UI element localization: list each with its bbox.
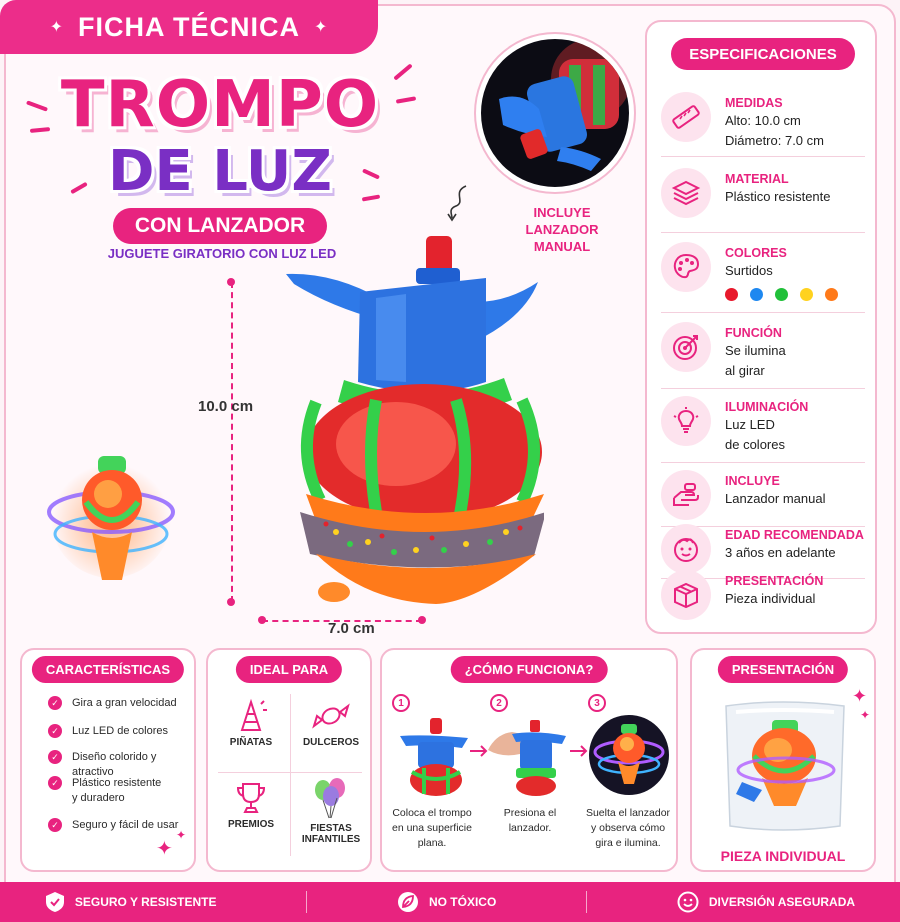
spec-value: Plástico resistente — [725, 189, 831, 204]
sparkle-icon: ✦ — [852, 686, 868, 706]
feature-item — [48, 724, 168, 739]
specifications-heading: ESPECIFICACIONES — [671, 38, 855, 70]
spec-title: PRESENTACIÓN — [725, 574, 824, 588]
check-icon: ✓ — [48, 724, 62, 738]
color-swatch-yellow — [800, 288, 813, 301]
color-swatches — [725, 288, 838, 301]
color-swatch-orange — [825, 288, 838, 301]
features-card — [20, 648, 196, 872]
divider — [290, 694, 291, 856]
feature-text: Diseño colorido y atractivo — [72, 751, 157, 778]
spec-value: Lanzador manual — [725, 491, 826, 506]
divider — [661, 388, 865, 389]
launcher-zoom-image — [476, 34, 634, 192]
spec-value: Pieza individual — [725, 591, 816, 606]
spec-title: ILUMINACIÓN — [725, 400, 809, 414]
step-number: 3 — [588, 694, 606, 712]
ideal-label: PREMIOS — [227, 819, 275, 830]
features-heading: CARACTERÍSTICAS — [32, 656, 184, 683]
spec-value: Luz LED — [725, 417, 775, 432]
trophy-icon — [234, 780, 268, 816]
hand-icon — [661, 470, 711, 520]
footer-item-safe — [45, 891, 217, 913]
step-text-line: gira e ilumina. — [595, 837, 661, 849]
shield-check-icon — [45, 891, 65, 913]
product-title — [30, 70, 410, 244]
how-it-works-card — [380, 648, 678, 872]
ideal-item-dulceros — [292, 698, 370, 748]
ideal-label: FIESTAS — [310, 823, 352, 834]
dimension-marker — [418, 616, 426, 624]
feature-text: Plástico resistente — [72, 777, 162, 789]
ideal-label: PIÑATAS — [229, 737, 273, 748]
feature-text: Gira a gran velocidad — [72, 697, 177, 709]
dimension-marker — [227, 598, 235, 606]
ideal-label: DULCEROS — [302, 737, 360, 748]
ideal-item-pinatas — [212, 698, 290, 748]
color-swatch-blue — [750, 288, 763, 301]
sparkle-icon: ✦ — [176, 828, 187, 842]
presentation-caption: PIEZA INDIVIDUAL — [720, 848, 846, 864]
title-tab — [0, 0, 378, 54]
spec-title: FUNCIÓN — [725, 326, 782, 340]
footer-item-nontoxic — [397, 891, 496, 913]
feature-item — [48, 818, 178, 833]
candy-icon — [311, 698, 351, 734]
step-text-line: plana. — [417, 837, 447, 849]
spec-row-presentacion — [661, 570, 871, 620]
layers-icon — [661, 168, 711, 218]
divider — [661, 232, 865, 233]
divider — [661, 312, 865, 313]
footer-label: NO TÓXICO — [428, 895, 497, 909]
child-face-icon — [661, 524, 711, 574]
height-dimension-line — [231, 282, 233, 602]
sparkle-icon: ✦ — [314, 19, 329, 36]
spec-row-medidas — [661, 92, 871, 150]
specifications-panel — [645, 20, 877, 634]
ideal-for-heading: IDEAL PARA — [236, 656, 342, 683]
check-icon: ✓ — [48, 696, 62, 710]
title-line-1: TROMPO — [60, 68, 380, 142]
spec-title: MEDIDAS — [725, 96, 783, 110]
divider — [661, 462, 865, 463]
spec-row-material — [661, 168, 871, 218]
footer-label: DIVERSIÓN ASEGURADA — [708, 895, 856, 909]
check-icon: ✓ — [48, 818, 62, 832]
step-description — [580, 806, 676, 851]
palette-icon — [661, 242, 711, 292]
spec-title: INCLUYE — [725, 474, 780, 488]
spec-row-colores — [661, 242, 871, 301]
spec-value: Diámetro: 7.0 cm — [725, 133, 824, 148]
footer-item-fun — [677, 891, 855, 913]
spec-value: Surtidos — [725, 263, 773, 278]
glowing-top-image — [36, 448, 186, 598]
curved-arrow-icon — [444, 184, 474, 222]
spec-row-funcion — [661, 322, 871, 380]
presentation-card — [690, 648, 876, 872]
step-text-line: y observa cómo — [590, 822, 666, 834]
feature-text: Luz LED de colores — [72, 725, 168, 737]
spec-title: MATERIAL — [725, 172, 789, 186]
footer-bar — [0, 882, 900, 922]
step-1-image — [396, 716, 472, 798]
step-text-line: Presiona el — [503, 807, 557, 819]
spec-value: Se ilumina — [725, 343, 786, 358]
party-hat-icon — [234, 698, 268, 734]
step-number: 2 — [490, 694, 508, 712]
spec-value: al girar — [725, 363, 765, 378]
spec-title: EDAD RECOMENDADA — [725, 528, 864, 542]
spec-title: COLORES — [725, 246, 787, 260]
divider — [661, 156, 865, 157]
title-line-3: CON LANZADOR — [113, 208, 327, 244]
step-2-image — [486, 710, 570, 798]
step-3-image — [588, 714, 670, 796]
step-description — [384, 806, 480, 851]
spec-row-incluye — [661, 470, 871, 520]
step-text-line: Coloca el trompo — [392, 807, 472, 819]
leaf-icon — [397, 891, 419, 913]
sparkle-icon: ✦ — [860, 708, 871, 722]
color-swatch-red — [725, 288, 738, 301]
spec-value: 3 años en adelante — [725, 545, 836, 560]
feature-text: Seguro y fácil de usar — [72, 819, 179, 831]
title-line-2: DE LUZ — [108, 139, 332, 204]
packaged-top-image — [712, 690, 858, 836]
tab-title: FICHA TÉCNICA — [78, 11, 300, 42]
spec-row-edad — [661, 524, 871, 574]
check-icon: ✓ — [48, 776, 62, 790]
step-description — [482, 806, 578, 836]
ideal-item-premios — [212, 780, 290, 830]
zoom-caption: INCLUYE LANZADOR MANUAL — [525, 205, 599, 254]
smile-icon — [677, 891, 699, 913]
lightbulb-icon — [661, 396, 711, 446]
step-text-line: lanzador. — [508, 822, 552, 834]
step-text-line: Suelta el lanzador — [585, 807, 671, 819]
width-label: 7.0 cm — [328, 620, 375, 637]
ideal-for-card — [206, 648, 372, 872]
subtitle: JUGUETE GIRATORIO CON LUZ LED — [107, 246, 337, 261]
divider — [218, 772, 362, 773]
how-it-works-heading: ¿CÓMO FUNCIONA? — [451, 656, 608, 683]
balloons-icon — [309, 776, 353, 820]
box-icon — [661, 570, 711, 620]
step-number: 1 — [392, 694, 410, 712]
presentation-heading: PRESENTACIÓN — [718, 656, 848, 683]
footer-label: SEGURO Y RESISTENTE — [74, 895, 217, 909]
feature-text: y duradero — [72, 792, 125, 804]
check-icon: ✓ — [48, 750, 62, 764]
spinning-top-image — [276, 232, 544, 622]
spec-value: Alto: 10.0 cm — [725, 113, 801, 128]
ruler-icon — [661, 92, 711, 142]
step-text-line: en una superficie — [392, 822, 472, 834]
height-label: 10.0 cm — [198, 398, 254, 415]
color-swatch-green — [775, 288, 788, 301]
target-icon — [661, 322, 711, 372]
spec-value: de colores — [725, 437, 785, 452]
sparkle-icon: ✦ — [49, 19, 64, 36]
divider — [306, 891, 307, 913]
arrow-right-icon — [568, 744, 590, 758]
feature-item — [48, 776, 161, 806]
sparkle-icon: ✦ — [156, 838, 173, 860]
ideal-label: INFANTILES — [301, 834, 361, 845]
ideal-item-fiestas — [292, 776, 370, 845]
feature-item — [48, 696, 177, 711]
divider — [586, 891, 587, 913]
spec-row-iluminacion — [661, 396, 871, 454]
